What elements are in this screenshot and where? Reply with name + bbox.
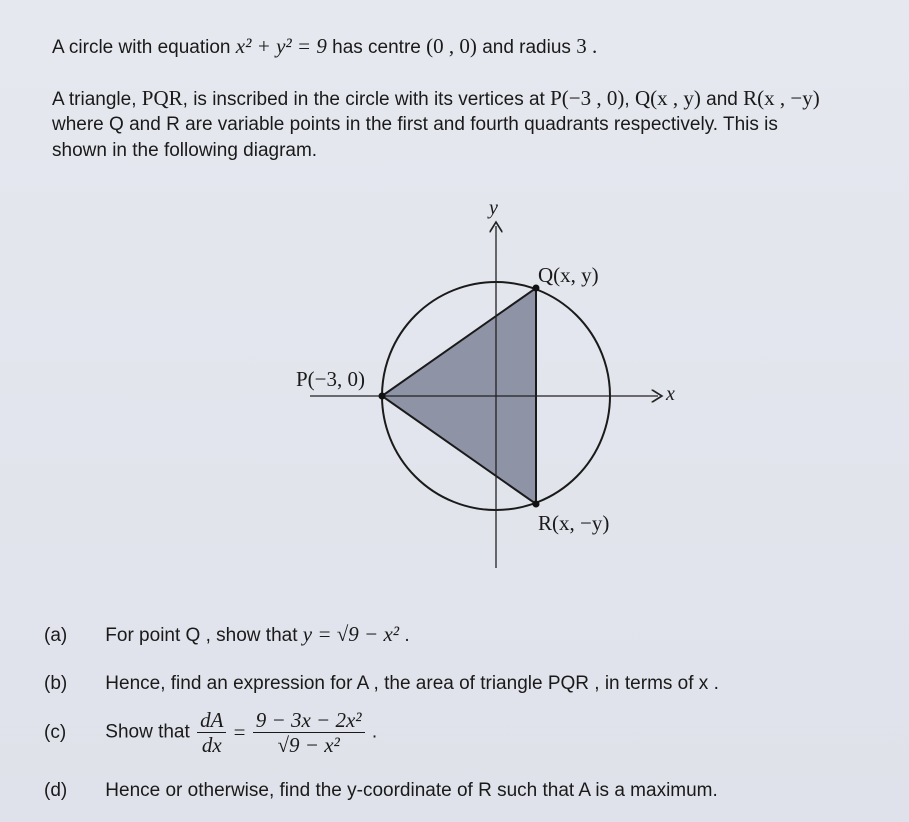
circle-equation: x² + y² = 9 bbox=[235, 34, 327, 58]
triangle-text-1: A triangle, bbox=[52, 89, 137, 110]
question-d bbox=[44, 780, 718, 802]
derivative-denominator: dx bbox=[201, 733, 222, 757]
point-r bbox=[533, 501, 540, 508]
derivative-fraction bbox=[197, 708, 226, 757]
circle-triangle-diagram bbox=[280, 190, 700, 580]
derivative-numerator: dA bbox=[197, 708, 226, 733]
triangle-text-2: , is inscribed in the circle with its vertices at bbox=[182, 89, 545, 110]
circle-radius: 3 . bbox=[576, 34, 598, 58]
question-c-text: Show that bbox=[105, 721, 190, 743]
and-text: and bbox=[706, 89, 738, 110]
triangle-line-3: shown in the following diagram. bbox=[52, 140, 318, 161]
question-a: (a) For point Q , show that y = √9 − x² . bbox=[44, 622, 410, 646]
result-numerator: 9 − 3x − 2x² bbox=[253, 708, 365, 733]
intro-text-3: and radius bbox=[482, 37, 571, 58]
question-b-text: Hence, find an expression for A , the area of triangle PQR , in terms of x . bbox=[105, 673, 719, 694]
question-d-label: (d) bbox=[44, 780, 68, 801]
label-q: Q(x, y) bbox=[538, 263, 599, 287]
point-p bbox=[379, 393, 386, 400]
result-denominator: √9 − x² bbox=[277, 733, 340, 757]
question-b bbox=[44, 673, 719, 695]
question-c-label: (c) bbox=[44, 721, 67, 743]
intro-text-1: A circle with equation bbox=[52, 37, 231, 58]
vertex-r: R(x , −y) bbox=[743, 86, 820, 110]
question-d-text: Hence or otherwise, find the y-coordinate of R such that A is a maximum. bbox=[105, 780, 718, 801]
label-r: R(x, −y) bbox=[538, 511, 610, 535]
triangle-name: PQR bbox=[141, 86, 183, 110]
question-c: (c) Show that $\frac{dA}{dx}$ = $\frac{\text{9 − 3x − 2x²}}{\text{√9 − x²}}$ . bbox=[44, 708, 378, 757]
triangle-line-2: where Q and R are variable points in the first and fourth quadrants respectively. This is bbox=[52, 114, 778, 135]
question-a-label: (a) bbox=[44, 625, 68, 646]
label-p: P(−3, 0) bbox=[296, 367, 366, 391]
x-axis-label: x bbox=[666, 383, 675, 405]
intro-line bbox=[52, 34, 597, 60]
question-a-text: For point Q , show that bbox=[105, 625, 298, 646]
y-axis-label: y bbox=[489, 197, 498, 219]
vertex-p: P(−3 , 0) bbox=[550, 86, 625, 110]
circle-centre: (0 , 0) bbox=[426, 34, 477, 58]
result-fraction bbox=[253, 708, 365, 757]
triangle-line-1: A triangle, PQR, is inscribed in the circle with its vertices at P(−3 , 0), Q(x , y) and R(x , −y) bbox=[52, 86, 820, 110]
question-a-math: y = √9 − x² bbox=[302, 622, 400, 646]
vertex-q: Q(x , y) bbox=[634, 86, 701, 110]
intro-text-2: has centre bbox=[332, 37, 421, 58]
question-b-label: (b) bbox=[44, 673, 68, 694]
